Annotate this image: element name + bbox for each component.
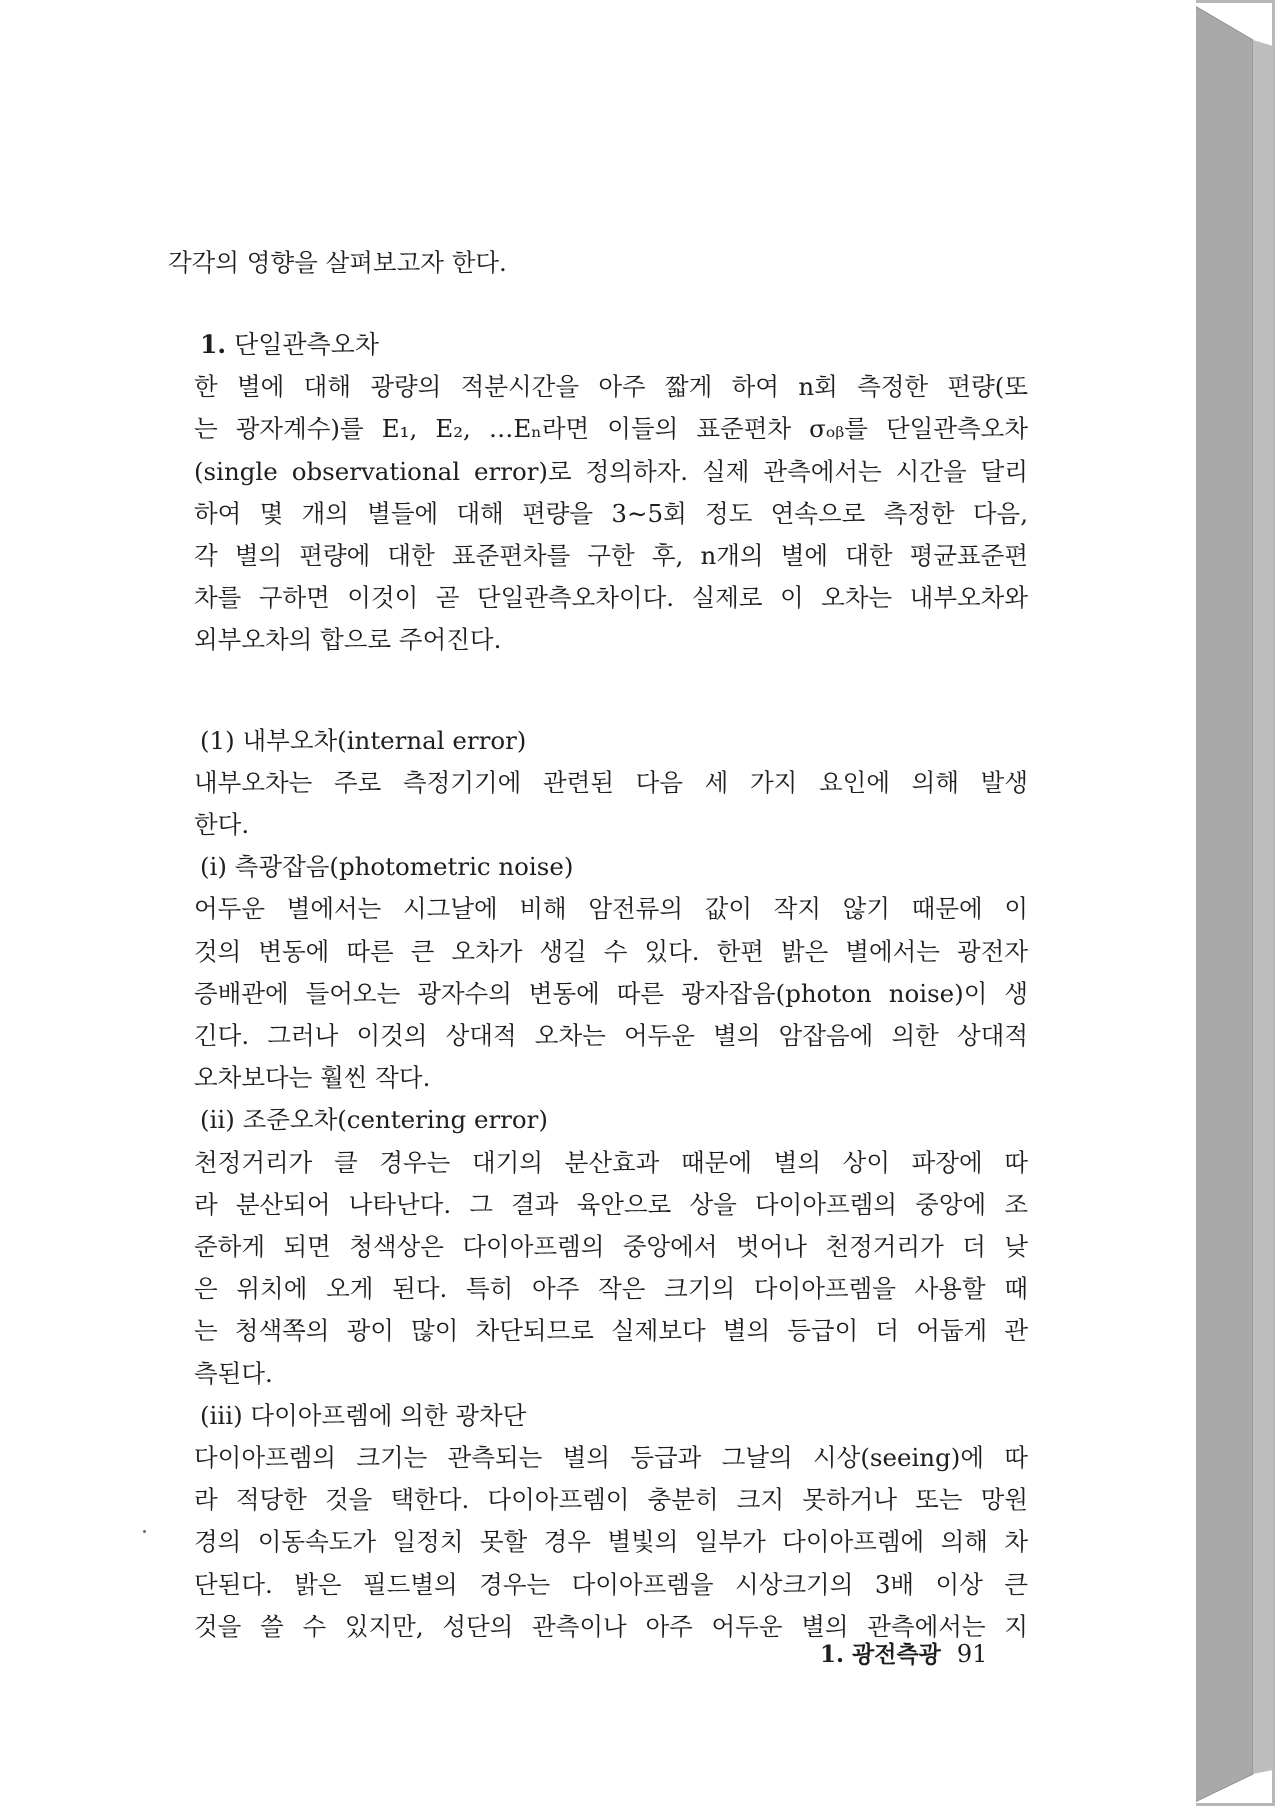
- text-line: 어두운 별에서는 시그날에 비해 암전류의 값이 작지 않기 때문에 이: [194, 894, 1028, 924]
- text-line: 는 청색쪽의 광이 많이 차단되므로 실제보다 별의 등급이 더 어둡게 관: [194, 1316, 1028, 1346]
- text-line: 경의 이동속도가 일정치 못할 경우 별빛의 일부가 다이아프렘에 의해 차: [194, 1527, 1028, 1557]
- intro-line: 각각의 영향을 살펴보고자 한다.: [168, 248, 507, 277]
- text-line: 긴다. 그러나 이것의 상대적 오차는 어두운 별의 암잡음에 의한 상대적: [194, 1021, 1028, 1051]
- section-heading: [168, 324, 1028, 366]
- text-line: 내부오차는 주로 측정기기에 관련된 다음 세 가지 요인에 의해 발생: [194, 767, 1028, 797]
- text-line: 은 위치에 오게 된다. 특히 아주 작은 크기의 다이아프렘을 사용할 때: [194, 1274, 1028, 1304]
- text-line: 측된다.: [194, 1358, 273, 1388]
- text-line: 라 적당한 것을 택한다. 다이아프렘이 충분히 크지 못하거나 또는 망원: [194, 1485, 1028, 1515]
- subheading-centering-error: (ii) 조준오차(centering error): [200, 1105, 548, 1135]
- text-line: (single observational error)로 정의하자. 실제 관측에서는 시간을 달리: [194, 456, 1028, 486]
- text-line: 것의 변동에 따른 큰 오차가 생길 수 있다. 한편 밝은 별에서는 광전자: [194, 936, 1028, 966]
- paragraph-centering-error: [168, 1142, 1028, 1395]
- text-line: 외부오차의 합으로 주어진다.: [194, 625, 502, 655]
- subheading-diaphragm-blocking: (iii) 다이아프렘에 의한 광차단: [200, 1400, 527, 1430]
- subheading-internal-error: (1) 내부오차(internal error): [200, 725, 527, 755]
- text-line: 오차보다는 훨씬 작다.: [194, 1063, 431, 1093]
- section-number: 1.: [200, 330, 227, 360]
- subheading-photometric-noise: (i) 측광잡음(photometric noise): [200, 852, 574, 882]
- text-line: 라 분산되어 나타난다. 그 결과 육안으로 상을 다이아프렘의 중앙에 조: [194, 1189, 1028, 1219]
- running-footer: [820, 1636, 1030, 1669]
- text-line: 것을 쓸 수 있지만, 성단의 관측이나 아주 어두운 별의 관측에서는 지: [194, 1611, 1028, 1641]
- footer-section-title: 1. 광전측광: [820, 1641, 941, 1668]
- scan-speck: [143, 1530, 146, 1533]
- text-line: 한다.: [194, 810, 250, 840]
- paragraph-single-error: [168, 366, 1028, 661]
- text-line: 차를 구하면 이것이 곧 단일관측오차이다. 실제로 이 오차는 내부오차와: [194, 583, 1028, 613]
- page-content: [168, 242, 1028, 1648]
- paragraph-diaphragm-blocking: [168, 1437, 1028, 1648]
- text-line: 천정거리가 클 경우는 대기의 분산효과 때문에 별의 상이 파장에 따: [194, 1147, 1028, 1177]
- text-line: 각 별의 편량에 대한 표준편차를 구한 후, n개의 별에 대한 평균표준편: [194, 541, 1028, 571]
- section-title: 단일관측오차: [234, 330, 379, 360]
- text-line: 단된다. 밝은 필드별의 경우는 다이아프렘을 시상크기의 3배 이상 큰: [194, 1569, 1028, 1599]
- paragraph-internal-error: [168, 762, 1028, 846]
- paragraph-photometric-noise: [168, 888, 1028, 1099]
- text-line: 는 광자계수)를 E₁, E₂, …Eₙ라면 이들의 표준편차 σₒᵦ를 단일관측오차: [194, 414, 1028, 444]
- page-number: 91: [956, 1640, 988, 1668]
- text-line: 증배관에 들어오는 광자수의 변동에 따른 광자잡음(photon noise)이 생: [194, 978, 1028, 1008]
- text-line: 한 별에 대해 광량의 적분시간을 아주 짧게 하여 n회 측정한 편량(또: [194, 372, 1028, 402]
- book-edge: [1195, 0, 1275, 1806]
- text-line: 다이아프렘의 크기는 관측되는 별의 등급과 그날의 시상(seeing)에 따: [194, 1443, 1028, 1473]
- text-line: 준하게 되면 청색상은 다이아프렘의 중앙에서 벗어나 천정거리가 더 낮: [194, 1232, 1028, 1262]
- text-line: 하여 몇 개의 별들에 대해 편량을 3∼5회 정도 연속으로 측정한 다음,: [194, 498, 1028, 528]
